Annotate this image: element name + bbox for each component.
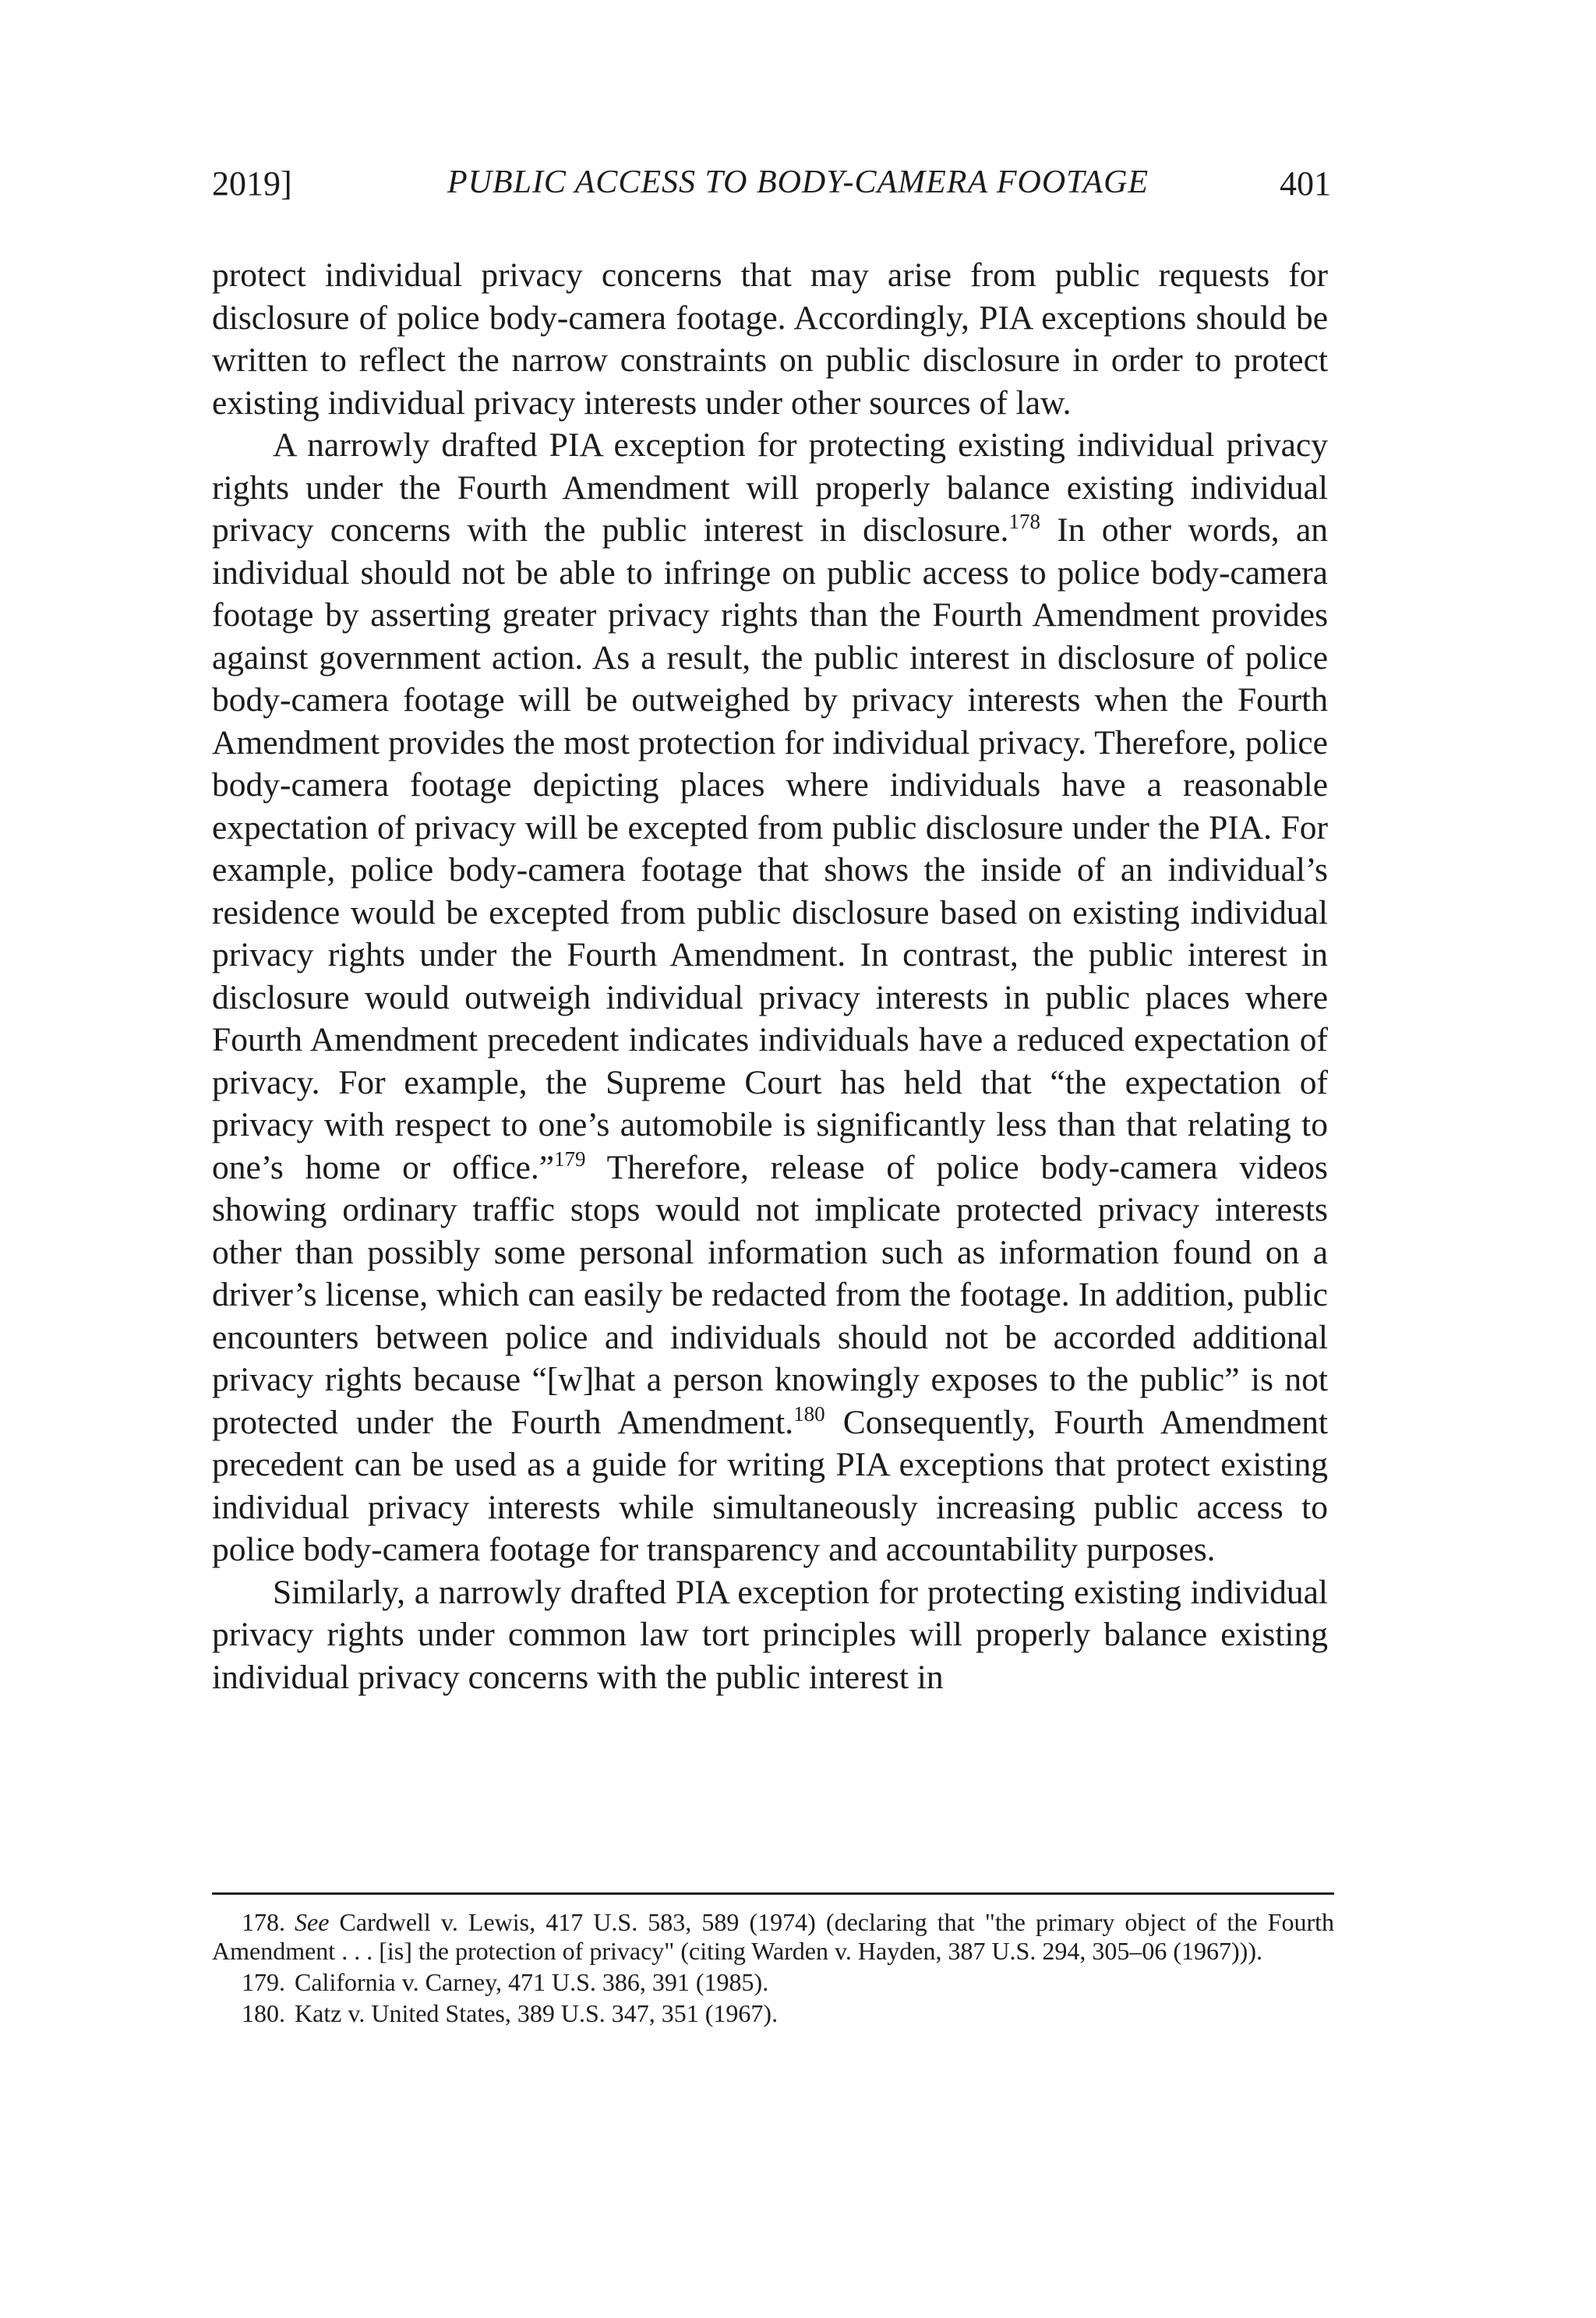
footnote-signal: See — [295, 1908, 330, 1936]
footnote-number: 179. — [242, 1968, 285, 1996]
paragraph-2-part-b: In other words, an individual should not be able to infringe on public access to police body-camera footage by asserting greater privacy rights than the Fourth Amendment provides against government action. As a result, the public interest in disclosure of police body-camera footage will be outweighed by privacy interests when the Fourth Amendment provides the most protection for individual privacy. Therefore, police body-camera footage depicting places where individuals have a reasonable expectation of privacy will be excepted from public disclosure under the PIA. For example, police body-camera footage that shows the inside of an individual’s residence would be excepted from public disclosure based on existing individual privacy rights under the Fourth Amendment. In contrast, the public interest in disclosure would outweigh individual privacy interests in public places where Fourth Amendment precedent indicates individuals have a reduced expectation of privacy. For example, the Supreme Court has held that “the expectation of privacy with respect to one’s automobile is significantly less than that relating to one’s home or office.” — [212, 511, 1328, 1186]
main-text — [212, 254, 1328, 1698]
footnote-number: 180. — [242, 1999, 285, 2027]
header-title: PUBLIC ACCESS TO BODY-CAMERA FOOTAGE — [447, 164, 1149, 200]
footnote-178 — [212, 1908, 1334, 1966]
footnote-ref-178[interactable]: 178 — [1008, 510, 1040, 533]
running-header — [0, 164, 1596, 218]
header-year: 2019] — [212, 164, 292, 203]
paragraph-1: protect individual privacy concerns that may arise from public requests for disclosure of police body-camera footage. Accordingly, PIA exceptions should be written to reflect the narrow constraints on public disclosure in order to protect existing individual privacy interests under other sources of law. — [212, 256, 1328, 422]
paragraph-2 — [212, 424, 1328, 1571]
footnote-number: 178. — [242, 1908, 285, 1936]
paragraph-2-part-c: Therefore, release of police body-camera videos showing ordinary traffic stops would not implicate protected privacy interests other than possibly some personal information such as information found on a driver’s license, which can easily be redacted from the footage. In addition, public encounters between police and individuals should not be accorded additional privacy rights because “[w]hat a person knowingly exposes to the public” is not protected under the Fourth Amendment. — [212, 1148, 1328, 1441]
paragraph-2-part-d: Consequently, Fourth Amendment precedent can be used as a guide for writing PIA exceptions that protect existing individual privacy interests while simultaneously increasing public access to police body-camera footage for transparency and accountability purposes. — [212, 1403, 1328, 1568]
footnote-text: Katz v. United States, 389 U.S. 347, 351 (1967). — [295, 1999, 779, 2027]
footnote-text: California v. Carney, 471 U.S. 386, 391 (1985). — [295, 1968, 769, 1996]
footnote-divider — [212, 1892, 1334, 1895]
footnote-text: Cardwell v. Lewis, 417 U.S. 583, 589 (1974) (declaring that "the primary object of the Fourth Amendment . . . [is] the protection of privacy" (citing Warden v. Hayden, 387 U.S. 294, 305–06 (1967))). — [212, 1908, 1334, 1965]
footnote-ref-179[interactable]: 179 — [554, 1147, 586, 1171]
paragraph-3: Similarly, a narrowly drafted PIA exception for protecting existing individual privacy rights under common law tort principles will properly balance existing individual privacy concerns with the public interest in — [212, 1573, 1328, 1696]
footnote-180 — [212, 1999, 1334, 2028]
footnote-ref-180[interactable]: 180 — [793, 1401, 825, 1426]
paragraph-2-part-a: A narrowly drafted PIA exception for protecting existing individual privacy rights under the Fourth Amendment will properly balance existing individual privacy concerns with the public interest in disclosure. — [212, 426, 1328, 549]
footnotes — [212, 1908, 1334, 2030]
page-number: 401 — [1280, 164, 1331, 203]
footnote-179 — [212, 1968, 1334, 1997]
